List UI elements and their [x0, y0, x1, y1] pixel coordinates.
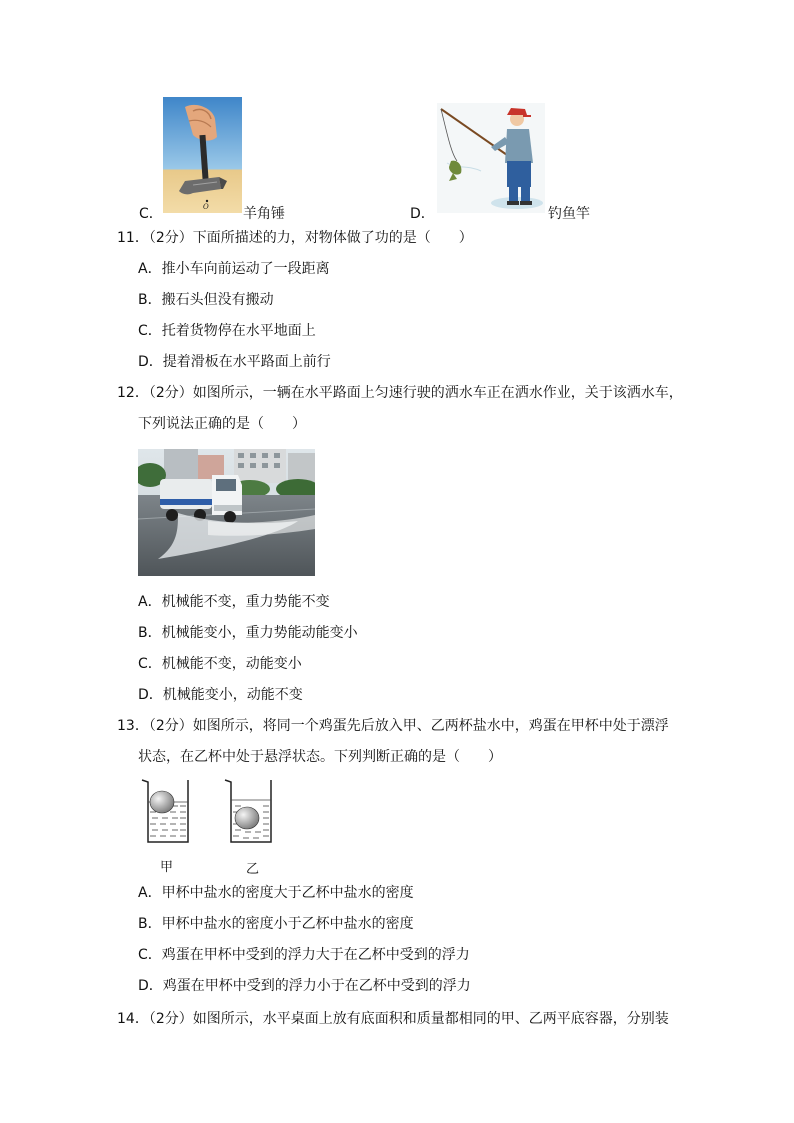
- question-stem-line-1: 13．（2分）如图所示，将同一个鸡蛋先后放入甲、乙两杯盐水中，鸡蛋在甲杯中处于漂浮: [117, 718, 669, 734]
- option-label: 羊角锤: [243, 206, 285, 222]
- axis-mark: O: [203, 203, 209, 211]
- option-d: D．鸡蛋在甲杯中受到的浮力小于在乙杯中受到的浮力: [138, 978, 471, 994]
- option-b: B．机械能变小，重力势能动能变小: [138, 625, 358, 641]
- option-d: D．机械能变小，动能不变: [138, 687, 303, 703]
- fishing-rod-image: [437, 103, 545, 213]
- option-c: C．鸡蛋在甲杯中受到的浮力大于在乙杯中受到的浮力: [138, 947, 470, 963]
- question-stem: 11．（2分）下面所描述的力，对物体做了功的是（ ）: [117, 230, 473, 246]
- option-c: C．托着货物停在水平地面上: [138, 323, 316, 339]
- sprinkler-truck-photo: [138, 449, 315, 576]
- beaker-label-jia: 甲: [160, 860, 174, 875]
- option-a: A．机械能不变，重力势能不变: [138, 594, 330, 610]
- beaker-yi: [223, 778, 277, 846]
- option-b: B．搬石头但没有搬动: [138, 292, 274, 308]
- beaker-label-yi: 乙: [246, 862, 260, 877]
- option-c: C．机械能不变，动能变小: [138, 656, 302, 672]
- beaker-jia: [140, 778, 194, 846]
- question-stem-line-2: 状态，在乙杯中处于悬浮状态。下列判断正确的是（ ）: [138, 749, 502, 765]
- question-stem-line-1: 12．（2分）如图所示，一辆在水平路面上匀速行驶的洒水车正在洒水作业，关于该洒水车，: [117, 385, 683, 401]
- question-stem-line-1: 14．（2分）如图所示，水平桌面上放有底面积和质量都相同的甲、乙两平底容器，分别装: [117, 1011, 669, 1027]
- hammer-image: [163, 97, 242, 213]
- option-a: A．甲杯中盐水的密度大于乙杯中盐水的密度: [138, 885, 414, 901]
- option-label: 钓鱼竿: [548, 206, 590, 222]
- option-a: A．推小车向前运动了一段距离: [138, 261, 330, 277]
- question-stem-line-2: 下列说法正确的是（ ）: [138, 416, 306, 432]
- option-letter: C．: [139, 206, 163, 222]
- option-b: B．甲杯中盐水的密度小于乙杯中盐水的密度: [138, 916, 414, 932]
- option-letter: D．: [410, 206, 435, 222]
- option-d: D．提着滑板在水平路面上前行: [138, 354, 331, 370]
